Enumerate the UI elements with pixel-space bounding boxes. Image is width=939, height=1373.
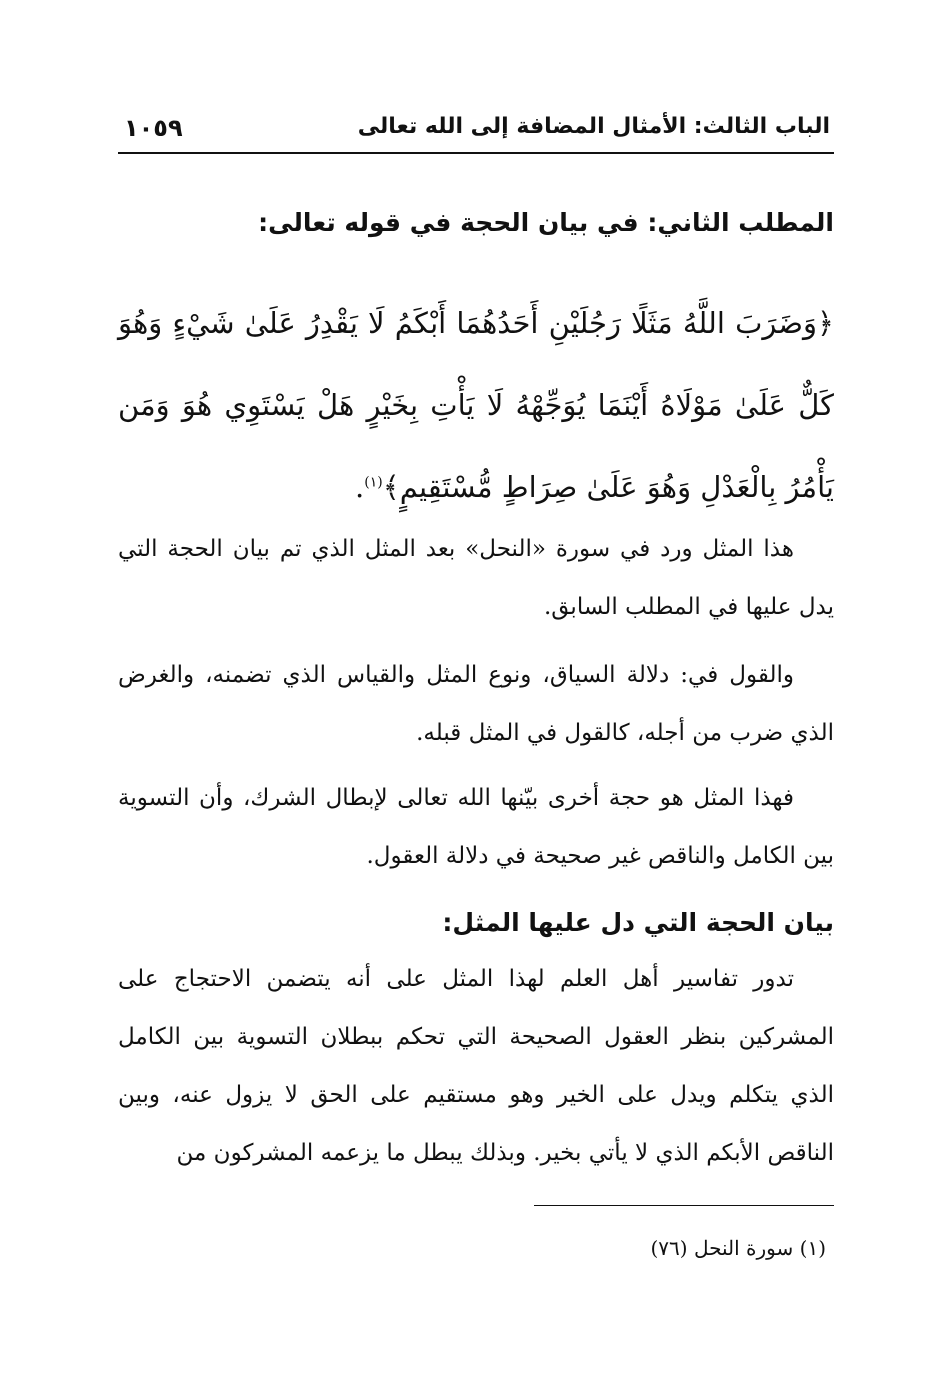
- footnote-reference[interactable]: (١): [364, 474, 383, 491]
- verse-text: ﴿وَضَرَبَ اللَّهُ مَثَلًا رَجُلَيْنِ أَحَدُهُمَا أَبْكَمُ لَا يَقْدِرُ عَلَىٰ شَيْءٍ وَهُوَ كَلٌّ عَلَىٰ مَوْلَاهُ أَيْنَمَا يُوَجِّهْهُ لَا يَأْتِ بِخَيْرٍ هَلْ يَسْتَوِي هُوَ وَمَن يَأْمُرُ بِالْعَدْلِ وَهُوَ عَلَىٰ صِرَاطٍ مُّسْتَقِيمٍ﴾: [118, 306, 834, 504]
- subheading: بيان الحجة التي دل عليها المثل:: [442, 908, 834, 937]
- running-header: [118, 112, 834, 154]
- paragraph: هذا المثل ورد في سورة «النحل» بعد المثل الذي تم بيان الحجة التي يدل عليها في المطلب السابق.: [118, 536, 834, 620]
- running-title: الباب الثالث: الأمثال المضافة إلى الله تعالى: [357, 114, 830, 139]
- footnote-divider: [534, 1205, 834, 1206]
- footnote: (١) سورة النحل (٧٦): [650, 1236, 826, 1260]
- paragraph: والقول في: دلالة السياق، ونوع المثل والقياس الذي تضمنه، والغرض الذي ضرب من أجله، كالقول في المثل قبله.: [118, 662, 834, 746]
- paragraph: تدور تفاسير أهل العلم لهذا المثل على أنه يتضمن الاحتجاج على المشركين بنظر العقول الصحيحة التي تحكم ببطلان التسوية بين الكامل الذي يتكلم ويدل على الخير وهو مستقيم على الحق لا يزول عنه، وبين الناقص الأبكم الذي لا يأتي بخير. وبذلك يبطل ما يزعمه المشركون من: [118, 966, 834, 1166]
- book-page: [118, 0, 834, 1373]
- section-title: المطلب الثاني: في بيان الحجة في قوله تعالى:: [258, 208, 834, 237]
- paragraph: فهذا المثل هو حجة أخرى بيّنها الله تعالى لإبطال الشرك، وأن التسوية بين الكامل والناقص غير صحيحة في دلالة العقول.: [118, 785, 834, 869]
- page-number: ١٠٥٩: [124, 114, 183, 142]
- verse-end: .: [355, 470, 365, 504]
- quran-verse: [118, 282, 834, 528]
